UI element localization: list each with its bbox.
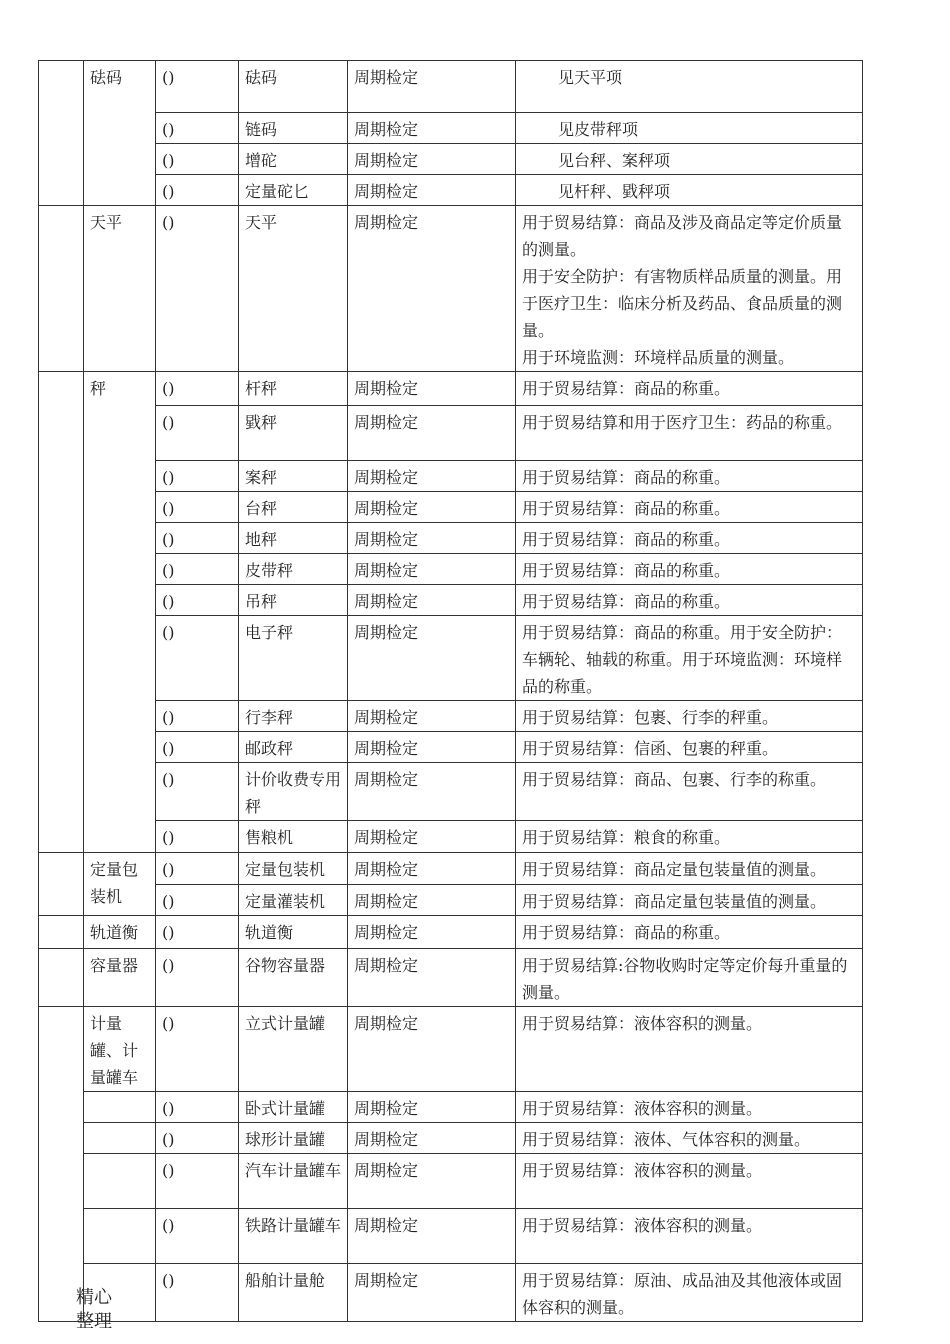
table-row: [39, 554, 863, 585]
table-row: [39, 1092, 863, 1123]
usage-scope: [516, 113, 863, 144]
usage-scope-line: 用于贸易结算：商品的称重。: [522, 499, 731, 518]
table-row: [39, 763, 863, 821]
instrument-name: 电子秤: [239, 616, 348, 701]
usage-scope: [516, 1123, 863, 1154]
usage-scope: [516, 554, 863, 585]
item-number: (): [156, 523, 239, 554]
verification-form: 周期检定: [348, 616, 516, 701]
usage-scope: [516, 206, 863, 372]
table-row: [39, 916, 863, 949]
table-row: [39, 461, 863, 492]
usage-scope: [516, 949, 863, 1007]
item-number: (): [156, 372, 239, 406]
verification-form: 周期检定: [348, 1092, 516, 1123]
instrument-name: 定量灌装机: [239, 885, 348, 916]
instrument-name: 台秤: [239, 492, 348, 523]
usage-scope-line: 用于贸易结算：商品的称重。: [522, 530, 731, 549]
usage-scope-line: 用于贸易结算：商品的称重。: [522, 379, 731, 398]
instrument-name: 球形计量罐: [239, 1123, 348, 1154]
group-margin-cell: [39, 853, 84, 916]
instrument-name: 天平: [239, 206, 348, 372]
item-number: (): [156, 406, 239, 461]
table-row: [39, 113, 863, 144]
group-margin-cell: [39, 1007, 84, 1322]
usage-scope: [516, 885, 863, 916]
table-row: [39, 949, 863, 1007]
category-cell-empty: [84, 1154, 156, 1209]
verification-form: 周期检定: [348, 763, 516, 821]
usage-scope: [516, 461, 863, 492]
table-row: [39, 1154, 863, 1209]
usage-scope-line: 用于贸易结算:谷物收购时定等定价每升重量的测量。: [522, 956, 848, 1002]
item-number: (): [156, 461, 239, 492]
instrument-name: 地秤: [239, 523, 348, 554]
category-cell-empty: [84, 1209, 156, 1264]
item-number: (): [156, 492, 239, 523]
usage-scope: [516, 1264, 863, 1322]
usage-scope-line: 用于贸易结算：原油、成品油及其他液体或固体容积的测量。: [522, 1271, 843, 1317]
table-row: [39, 61, 863, 113]
table-row: [39, 1007, 863, 1092]
instrument-name: 吊秤: [239, 585, 348, 616]
instrument-name: 行李秤: [239, 701, 348, 732]
verification-form: 周期检定: [348, 144, 516, 175]
verification-form: 周期检定: [348, 821, 516, 853]
usage-scope-line: 用于贸易结算：液体、气体容积的测量。: [522, 1130, 811, 1149]
instrument-name: 砝码: [239, 61, 348, 113]
verification-form: 周期检定: [348, 1007, 516, 1092]
usage-scope-line: 用于贸易结算：商品及涉及商品定等定价质量的测量。: [522, 213, 843, 259]
item-number: (): [156, 821, 239, 853]
verification-form: 周期检定: [348, 701, 516, 732]
usage-scope-line: 用于贸易结算：商品的称重。用于安全防护：车辆轮、轴载的称重。用于环境监测：环境样品的称重。: [522, 623, 843, 696]
usage-scope: [516, 732, 863, 763]
table-row: [39, 585, 863, 616]
item-number: (): [156, 763, 239, 821]
usage-scope-line: 用于贸易结算：商品定量包装量值的测量。: [522, 860, 827, 879]
usage-scope-line: 见台秤、案秤项: [558, 151, 671, 170]
category-cell: 砝码: [84, 61, 156, 206]
instrument-name: 轨道衡: [239, 916, 348, 949]
item-number: (): [156, 701, 239, 732]
usage-scope: [516, 853, 863, 885]
instrument-name: 链码: [239, 113, 348, 144]
group-margin-cell: [39, 916, 84, 949]
category-cell: 秤: [84, 372, 156, 853]
verification-form: 周期检定: [348, 206, 516, 372]
table-row: [39, 701, 863, 732]
verification-form: 周期检定: [348, 1154, 516, 1209]
instrument-name: 铁路计量罐车: [239, 1209, 348, 1264]
instrument-name: 卧式计量罐: [239, 1092, 348, 1123]
instrument-name: 谷物容量器: [239, 949, 348, 1007]
usage-scope: [516, 523, 863, 554]
verification-form: 周期检定: [348, 585, 516, 616]
usage-scope-line: 用于贸易结算：信函、包裹的秤重。: [522, 739, 779, 758]
footer-note: 精心整理: [76, 1287, 112, 1332]
instrument-name: 杆秤: [239, 372, 348, 406]
verification-form: 周期检定: [348, 61, 516, 113]
usage-scope-line: 见杆秤、戥秤项: [558, 182, 671, 201]
item-number: (): [156, 616, 239, 701]
verification-form: 周期检定: [348, 372, 516, 406]
instrument-name: 增砣: [239, 144, 348, 175]
table-row: [39, 523, 863, 554]
metrology-catalog-table: [38, 60, 863, 1322]
item-number: (): [156, 144, 239, 175]
verification-form: 周期检定: [348, 523, 516, 554]
item-number: (): [156, 949, 239, 1007]
usage-scope: [516, 1092, 863, 1123]
usage-scope: [516, 175, 863, 206]
group-margin-cell: [39, 206, 84, 372]
usage-scope-line: 用于贸易结算：商品的称重。: [522, 561, 731, 580]
usage-scope-line: 用于贸易结算和用于医疗卫生：药品的称重。: [522, 413, 843, 432]
usage-scope: [516, 406, 863, 461]
table-row: [39, 406, 863, 461]
item-number: (): [156, 732, 239, 763]
usage-scope: [516, 1154, 863, 1209]
item-number: (): [156, 1123, 239, 1154]
item-number: (): [156, 1264, 239, 1322]
usage-scope: [516, 144, 863, 175]
item-number: (): [156, 916, 239, 949]
item-number: (): [156, 1092, 239, 1123]
category-cell: 计量罐、计量罐车: [84, 1007, 156, 1092]
item-number: (): [156, 1007, 239, 1092]
usage-scope-line: 用于贸易结算：商品的称重。: [522, 468, 731, 487]
table-row: [39, 853, 863, 885]
usage-scope: [516, 763, 863, 821]
usage-scope: [516, 585, 863, 616]
item-number: (): [156, 113, 239, 144]
item-number: (): [156, 1154, 239, 1209]
usage-scope-line: 见皮带秤项: [558, 120, 639, 139]
instrument-name: 船舶计量舱: [239, 1264, 348, 1322]
usage-scope: [516, 372, 863, 406]
usage-scope-line: 用于贸易结算：液体容积的测量。: [522, 1161, 763, 1180]
usage-scope-line: 用于贸易结算：包裹、行李的秤重。: [522, 708, 779, 727]
table-row: [39, 616, 863, 701]
category-cell: 容量器: [84, 949, 156, 1007]
instrument-name: 定量包装机: [239, 853, 348, 885]
item-number: (): [156, 853, 239, 885]
item-number: (): [156, 885, 239, 916]
instrument-name: 案秤: [239, 461, 348, 492]
usage-scope-line: 用于安全防护：有害物质样品质量的测量。用于医疗卫生：临床分析及药品、食品质量的测量。: [522, 267, 843, 340]
table-row: [39, 732, 863, 763]
verification-form: 周期检定: [348, 916, 516, 949]
verification-form: 周期检定: [348, 554, 516, 585]
table-row: [39, 1123, 863, 1154]
usage-scope-line: 用于贸易结算：商品、包裹、行李的称重。: [522, 770, 827, 789]
usage-scope-line: 用于贸易结算：液体容积的测量。: [522, 1216, 763, 1235]
usage-scope: [516, 1007, 863, 1092]
usage-scope-line: 用于贸易结算：液体容积的测量。: [522, 1014, 763, 1033]
usage-scope-line: 用于贸易结算：液体容积的测量。: [522, 1099, 763, 1118]
instrument-name: 立式计量罐: [239, 1007, 348, 1092]
table-row: [39, 206, 863, 372]
item-number: (): [156, 554, 239, 585]
verification-form: 周期检定: [348, 492, 516, 523]
category-cell: 轨道衡: [84, 916, 156, 949]
verification-form: 周期检定: [348, 949, 516, 1007]
usage-scope-line: 用于贸易结算：商品的称重。: [522, 923, 731, 942]
item-number: (): [156, 61, 239, 113]
table-row: [39, 492, 863, 523]
category-cell-empty: [84, 1092, 156, 1123]
verification-form: 周期检定: [348, 406, 516, 461]
item-number: (): [156, 585, 239, 616]
usage-scope: [516, 616, 863, 701]
usage-scope-line: 见天平项: [558, 68, 623, 87]
usage-scope-line: 用于贸易结算：商品的称重。: [522, 592, 731, 611]
category-cell: 定量包装机: [84, 853, 156, 916]
verification-form: 周期检定: [348, 853, 516, 885]
verification-form: 周期检定: [348, 885, 516, 916]
table-row: [39, 144, 863, 175]
usage-scope-line: 用于贸易结算：粮食的称重。: [522, 828, 731, 847]
table-row: [39, 885, 863, 916]
usage-scope: [516, 1209, 863, 1264]
table-row: [39, 1209, 863, 1264]
table-body: [39, 61, 863, 1322]
instrument-name: 戥秤: [239, 406, 348, 461]
usage-scope: [516, 701, 863, 732]
instrument-name: 汽车计量罐车: [239, 1154, 348, 1209]
usage-scope: [516, 492, 863, 523]
instrument-name: 售粮机: [239, 821, 348, 853]
group-margin-cell: [39, 372, 84, 853]
instrument-name: 定量砣匕: [239, 175, 348, 206]
usage-scope: [516, 916, 863, 949]
instrument-name: 皮带秤: [239, 554, 348, 585]
instrument-name: 邮政秤: [239, 732, 348, 763]
group-margin-cell: [39, 61, 84, 206]
category-cell: 天平: [84, 206, 156, 372]
usage-scope: [516, 61, 863, 113]
verification-form: 周期检定: [348, 113, 516, 144]
table-row: [39, 1264, 863, 1322]
item-number: (): [156, 206, 239, 372]
verification-form: 周期检定: [348, 461, 516, 492]
table-row: [39, 175, 863, 206]
usage-scope-line: 用于环境监测：环境样品质量的测量。: [522, 348, 795, 367]
usage-scope: [516, 821, 863, 853]
category-cell-empty: [84, 1123, 156, 1154]
verification-form: 周期检定: [348, 1123, 516, 1154]
table-row: [39, 821, 863, 853]
verification-form: 周期检定: [348, 1209, 516, 1264]
item-number: (): [156, 175, 239, 206]
verification-form: 周期检定: [348, 732, 516, 763]
verification-form: 周期检定: [348, 1264, 516, 1322]
instrument-name: 计价收费专用秤: [239, 763, 348, 821]
group-margin-cell: [39, 949, 84, 1007]
usage-scope-line: 用于贸易结算：商品定量包装量值的测量。: [522, 892, 827, 911]
verification-form: 周期检定: [348, 175, 516, 206]
item-number: (): [156, 1209, 239, 1264]
table-row: [39, 372, 863, 406]
